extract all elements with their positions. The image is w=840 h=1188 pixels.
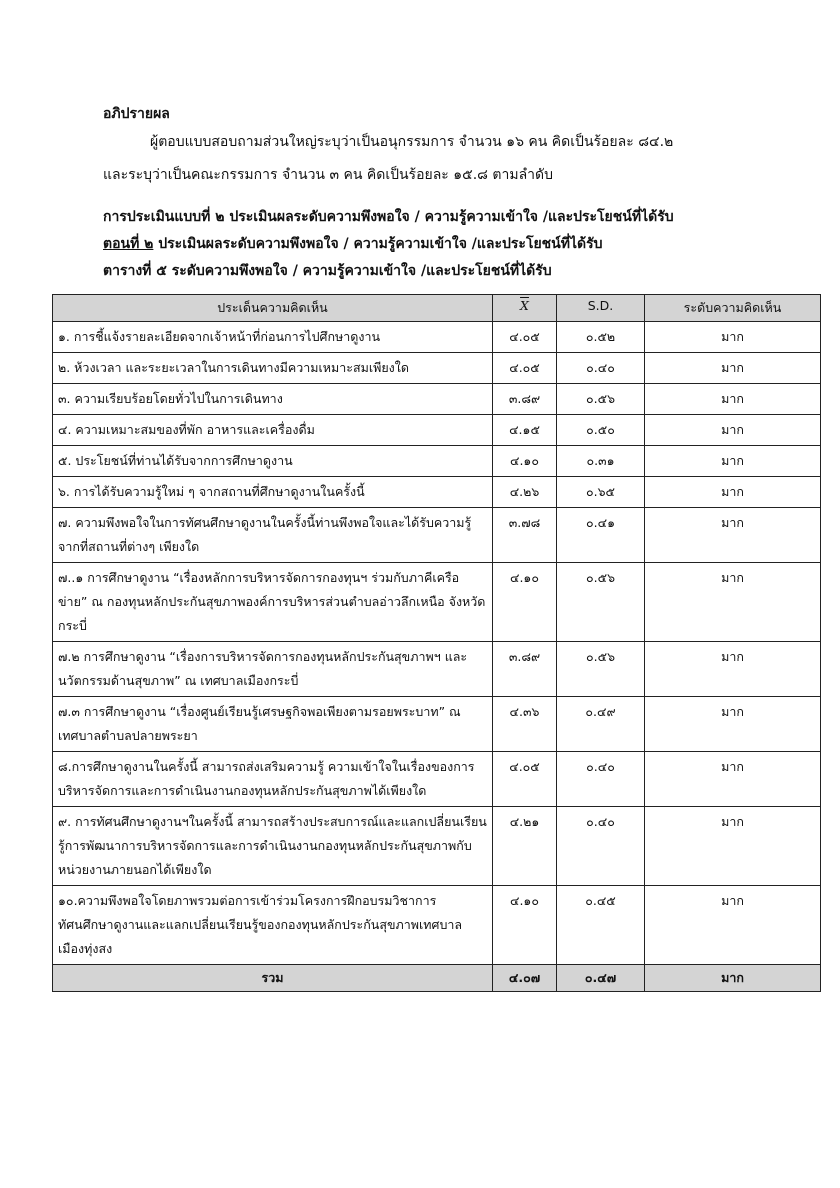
table-row	[53, 477, 821, 508]
table-row	[53, 642, 821, 697]
paragraph-line-2: และระบุว่าเป็นคณะกรรมการ จำนวน ๓ คน คิดเป็นร้อยละ ๑๕.๘ ตามลำดับ	[103, 167, 554, 183]
row-mean: ๔.๐๕	[493, 752, 557, 807]
table-row	[53, 446, 821, 477]
row-sd: ๐.๔๙	[557, 697, 645, 752]
table-row	[53, 697, 821, 752]
row-mean: ๔.๒๖	[493, 477, 557, 508]
subheading-evaluation: การประเมินแบบที่ ๒ ประเมินผลระดับความพึงพอใจ / ความรู้ความเข้าใจ /และประโยชน์ที่ได้รับ	[103, 209, 674, 225]
row-sd: ๐.๕๐	[557, 415, 645, 446]
row-level: มาก	[645, 886, 821, 965]
table-caption: ตารางที่ ๕ ระดับความพึงพอใจ / ความรู้ความเข้าใจ /และประโยชน์ที่ได้รับ	[103, 263, 552, 279]
row-sd: ๐.๔๑	[557, 508, 645, 563]
table-body	[53, 322, 821, 965]
row-sd: ๐.๕๖	[557, 642, 645, 697]
row-level: มาก	[645, 477, 821, 508]
paragraph-line-1: ผู้ตอบแบบสอบถามส่วนใหญ่ระบุว่าเป็นอนุกรรมการ จำนวน ๑๖ คน คิดเป็นร้อยละ ๘๔.๒	[150, 134, 674, 150]
row-level: มาก	[645, 415, 821, 446]
row-level: มาก	[645, 322, 821, 353]
row-item: ๕. ประโยชน์ที่ท่านได้รับจากการศึกษาดูงาน	[53, 446, 493, 477]
row-mean: ๔.๑๐	[493, 446, 557, 477]
table-row	[53, 415, 821, 446]
row-level: มาก	[645, 642, 821, 697]
row-level: มาก	[645, 508, 821, 563]
header-mean	[493, 295, 557, 322]
section-heading: อภิปรายผล	[103, 106, 170, 122]
row-mean: ๔.๑๐	[493, 886, 557, 965]
row-level: มาก	[645, 384, 821, 415]
row-level: มาก	[645, 752, 821, 807]
row-item: ๒. ห้วงเวลา และระยะเวลาในการเดินทางมีความเหมาะสมเพียงใด	[53, 353, 493, 384]
row-sd: ๐.๔๐	[557, 752, 645, 807]
row-item: ๑. การชี้แจ้งรายละเอียดจากเจ้าหน้าที่ก่อนการไปศึกษาดูงาน	[53, 322, 493, 353]
header-sd: S.D.	[557, 295, 645, 322]
row-item: ๘.การศึกษาดูงานในครั้งนี้ สามารถส่งเสริมความรู้ ความเข้าใจในเรื่องของการบริหารจัดการและการดำเนินงานกองทุนหลักประกันสุขภาพได้เพียงใด	[53, 752, 493, 807]
row-sd: ๐.๖๕	[557, 477, 645, 508]
row-sd: ๐.๕๒	[557, 322, 645, 353]
row-item: ๗. ความพึงพอใจในการทัศนศึกษาดูงานในครั้งนี้ท่านพึงพอใจและได้รับความรู้จากที่สถานที่ต่างๆ เพียงใด	[53, 508, 493, 563]
row-mean: ๔.๑๕	[493, 415, 557, 446]
row-sd: ๐.๔๐	[557, 807, 645, 886]
row-level: มาก	[645, 563, 821, 642]
table-row	[53, 353, 821, 384]
row-item: ๙. การทัศนศึกษาดูงานฯในครั้งนี้ สามารถสร้างประสบการณ์และแลกเปลี่ยนเรียนรู้การพัฒนาการบริหารจัดการและการดำเนินงานกองทุนหลักประกันสุขภาพกับหน่วยงานภายนอกได้เพียงใด	[53, 807, 493, 886]
table-header-row	[53, 295, 821, 322]
total-label: รวม	[53, 965, 493, 992]
mean-symbol: $\overline{X}$	[520, 298, 529, 313]
row-sd: ๐.๓๑	[557, 446, 645, 477]
row-level: มาก	[645, 446, 821, 477]
row-level: มาก	[645, 807, 821, 886]
total-level: มาก	[645, 965, 821, 992]
row-sd: ๐.๔๕	[557, 886, 645, 965]
row-mean: ๔.๑๐	[493, 563, 557, 642]
row-mean: ๓.๘๙	[493, 384, 557, 415]
table-row	[53, 508, 821, 563]
satisfaction-table	[52, 294, 821, 992]
row-mean: ๓.๘๙	[493, 642, 557, 697]
header-level: ระดับความคิดเห็น	[645, 295, 821, 322]
total-sd: ๐.๔๗	[557, 965, 645, 992]
table-row	[53, 752, 821, 807]
row-item: ๓. ความเรียบร้อยโดยทั่วไปในการเดินทาง	[53, 384, 493, 415]
row-sd: ๐.๕๖	[557, 384, 645, 415]
table-row	[53, 807, 821, 886]
table-row	[53, 384, 821, 415]
row-level: มาก	[645, 697, 821, 752]
part-label: ตอนที่ ๒	[103, 236, 154, 252]
table-row	[53, 886, 821, 965]
row-item: ๗.๓ การศึกษาดูงาน “เรื่องศูนย์เรียนรู้เศรษฐกิจพอเพียงตามรอยพระบาท” ณ เทศบาลตำบลปลายพระยา	[53, 697, 493, 752]
row-item: ๔. ความเหมาะสมของที่พัก อาหารและเครื่องดื่ม	[53, 415, 493, 446]
row-item: ๑๐.ความพึงพอใจโดยภาพรวมต่อการเข้าร่วมโครงการฝึกอบรมวิชาการทัศนศึกษาดูงานและแลกเปลี่ยนเรียนรู้ของกองทุนหลักประกันสุขภาพเทศบาลเมืองทุ่งสง	[53, 886, 493, 965]
row-item: ๖. การได้รับความรู้ใหม่ ๆ จากสถานที่ศึกษาดูงานในครั้งนี้	[53, 477, 493, 508]
subheading-part	[103, 233, 603, 255]
row-level: มาก	[645, 353, 821, 384]
table-row	[53, 322, 821, 353]
header-item: ประเด็นความคิดเห็น	[53, 295, 493, 322]
row-item: ๗..๑ การศึกษาดูงาน “เรื่องหลักการบริหารจัดการกองทุนฯ ร่วมกับภาคีเครือข่าย” ณ กองทุนหลักประกันสุขภาพองค์การบริหารส่วนตำบลอ่าวลึกเหนือ จังหวัดกระบี่	[53, 563, 493, 642]
row-mean: ๔.๓๖	[493, 697, 557, 752]
row-mean: ๔.๒๑	[493, 807, 557, 886]
table-row	[53, 563, 821, 642]
row-mean: ๔.๐๕	[493, 353, 557, 384]
total-mean: ๔.๐๗	[493, 965, 557, 992]
row-item: ๗.๒ การศึกษาดูงาน “เรื่องการบริหารจัดการกองทุนหลักประกันสุขภาพฯ และนวัตกรรมด้านสุขภาพ” ณ เทศบาลเมืองกระบี่	[53, 642, 493, 697]
row-sd: ๐.๕๖	[557, 563, 645, 642]
row-mean: ๓.๗๘	[493, 508, 557, 563]
row-sd: ๐.๔๐	[557, 353, 645, 384]
row-mean: ๔.๐๕	[493, 322, 557, 353]
table-total-row	[53, 965, 821, 992]
part-text: ประเมินผลระดับความพึงพอใจ / ความรู้ความเข้าใจ /และประโยชน์ที่ได้รับ	[153, 236, 603, 252]
